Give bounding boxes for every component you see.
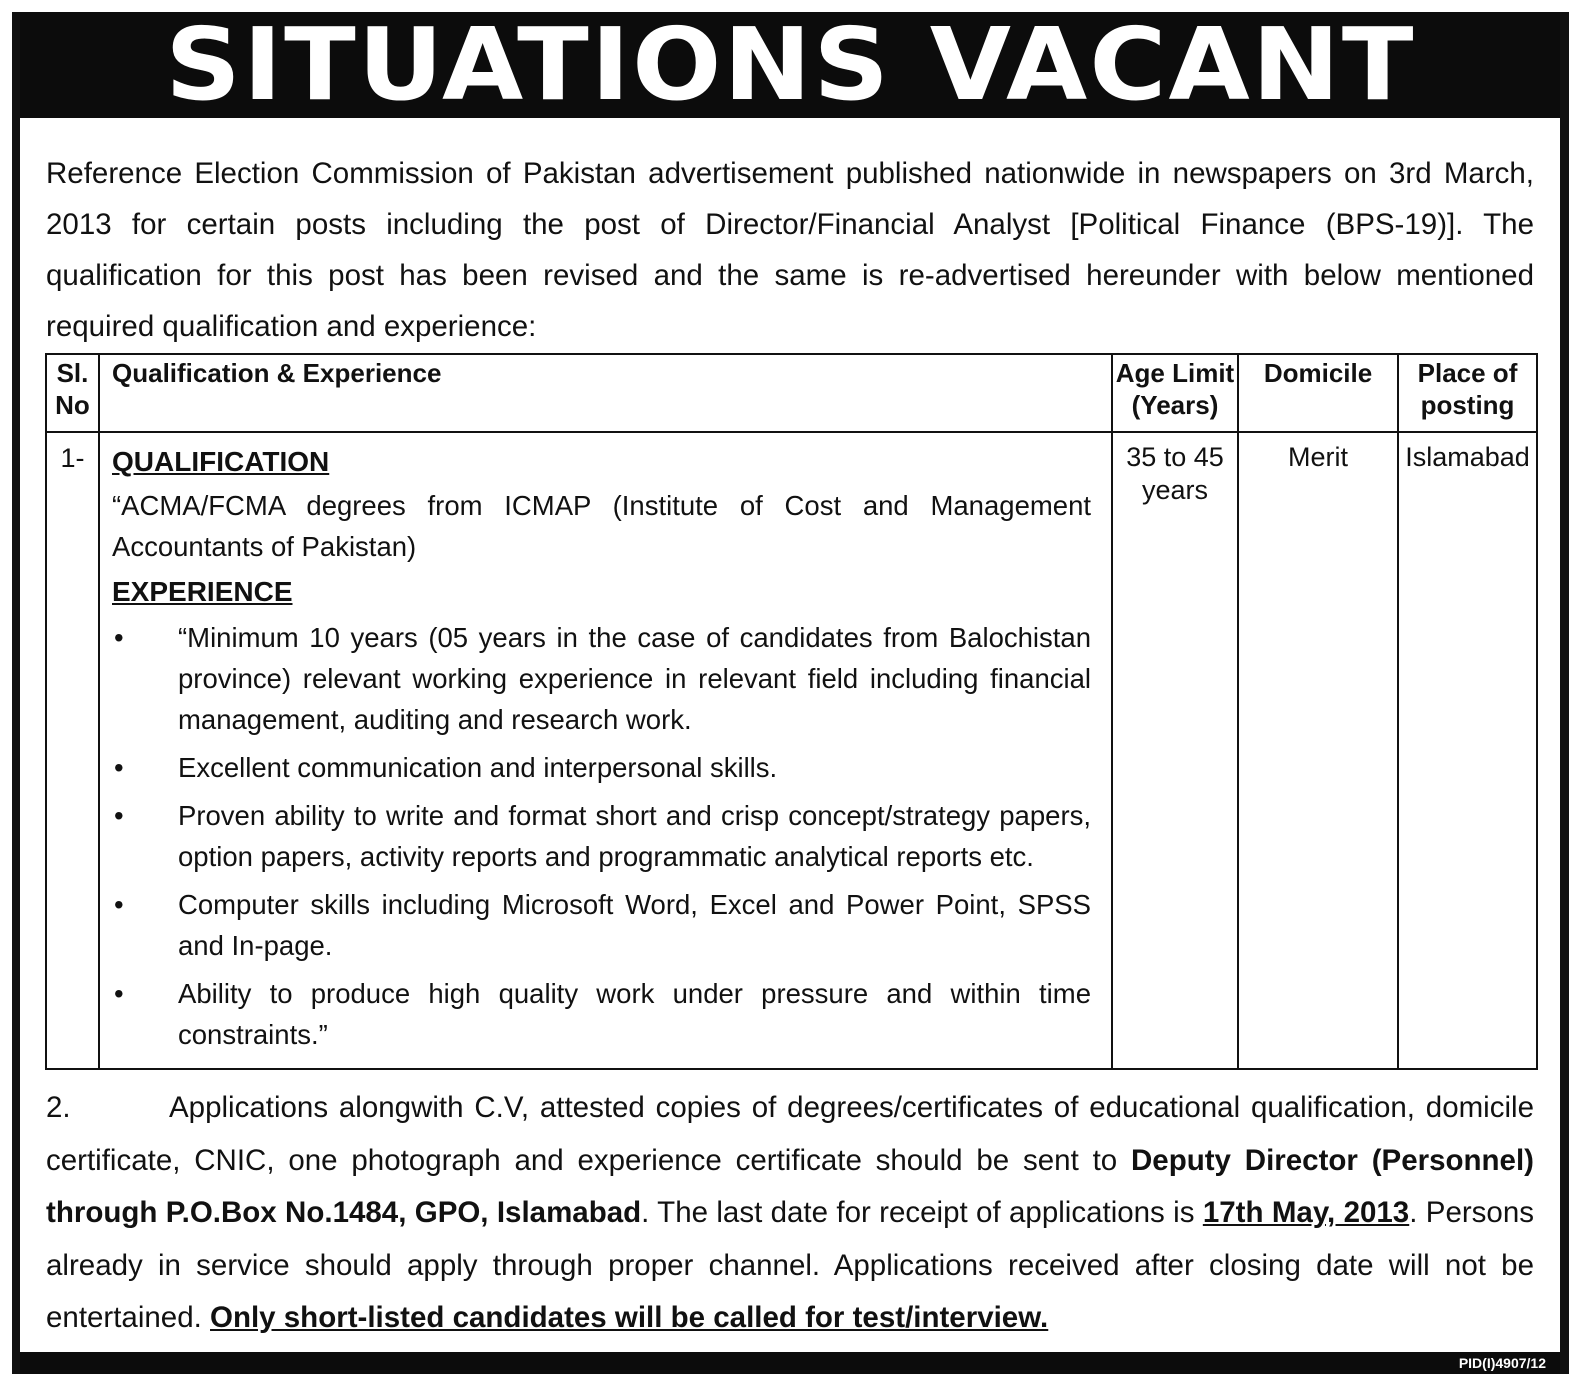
page-title: SITUATIONS VACANT (164, 6, 1416, 123)
instructions-text-a: Applications alongwith C.V, attested copies of degrees/certificates of educational qualification, domicile certificate, CNIC, one photograph and experience certificate should be sent to (46, 1091, 1534, 1177)
list-item (112, 884, 1091, 966)
application-instructions (46, 1082, 1534, 1345)
experience-item-text: Proven ability to write and format short and crisp concept/strategy papers, option papers, activity reports and programmatic analytical reports etc. (178, 800, 1091, 872)
shortlist-note: Only short-listed candidates will be called for test/interview. (210, 1301, 1049, 1334)
bullet-icon: • (114, 800, 124, 831)
header-domicile: Domicile (1238, 354, 1398, 432)
list-item (112, 617, 1091, 740)
qualification-text: “ACMA/FCMA degrees from ICMAP (Institute of Cost and Management Accountants of Pakistan) (112, 490, 1091, 562)
list-item (112, 795, 1091, 877)
table-header-row (46, 354, 1537, 432)
qualification-heading: QUALIFICATION (112, 446, 330, 477)
header-qualification: Qualification & Experience (99, 354, 1112, 432)
bullet-icon: • (114, 889, 124, 920)
title-banner (20, 6, 1560, 123)
experience-item-text: “Minimum 10 years (05 years in the case of candidates from Balochistan province) relevant working experience in relevant field including financial management, auditing and research work. (178, 622, 1091, 735)
experience-item-text: Excellent communication and interpersonal skills. (178, 752, 778, 783)
advertisement-frame (12, 6, 1569, 1374)
bullet-icon: • (114, 978, 124, 1009)
experience-heading: EXPERIENCE (112, 576, 293, 607)
instructions-text-b: . The last date for receipt of applications is (641, 1196, 1203, 1229)
postal-address: Deputy Director (Personnel) through P.O.Box No.1484, GPO, Islamabad (46, 1143, 1534, 1229)
age-limit-cell: 35 to 45 years (1112, 432, 1238, 1069)
list-item (112, 973, 1091, 1055)
instructions-text-c: . Persons already in service should apply through proper channel. Applications received after closing date will not be entertained. (46, 1196, 1534, 1334)
domicile-cell: Merit (1238, 432, 1398, 1069)
place-of-posting-cell: Islamabad (1398, 432, 1537, 1069)
experience-item-text: Ability to produce high quality work under pressure and within time constraints.” (178, 978, 1091, 1050)
experience-item-text: Computer skills including Microsoft Word, Excel and Power Point, SPSS and In-page. (178, 889, 1091, 961)
row-sl-no: 1- (46, 432, 99, 1069)
paragraph-number: 2. (46, 1091, 71, 1124)
header-place-of-posting: Place of posting (1398, 354, 1537, 432)
vacancy-table (45, 353, 1538, 1070)
pid-code: PID(I)4907/12 (1458, 1355, 1546, 1371)
experience-list (112, 617, 1091, 1055)
header-age-limit: Age Limit (Years) (1112, 354, 1238, 432)
footer-bar (20, 1352, 1560, 1374)
bullet-icon: • (114, 752, 124, 783)
intro-paragraph: Reference Election Commission of Pakistan advertisement published nationwide in newspapers on 3rd March, 2013 for certain posts including the post of Director/Financial Analyst [Political Finance (BPS-19)]. The qualification for this post has been revised and the same is re-advertised hereunder with below mentioned required qualification and experience: (46, 157, 1534, 343)
list-item (112, 747, 1091, 788)
qualification-experience-cell (99, 432, 1112, 1069)
bullet-icon: • (114, 622, 124, 653)
header-sl-no: Sl. No (46, 354, 99, 432)
last-date: 17th May, 2013 (1202, 1196, 1410, 1229)
table-row (46, 432, 1537, 1069)
